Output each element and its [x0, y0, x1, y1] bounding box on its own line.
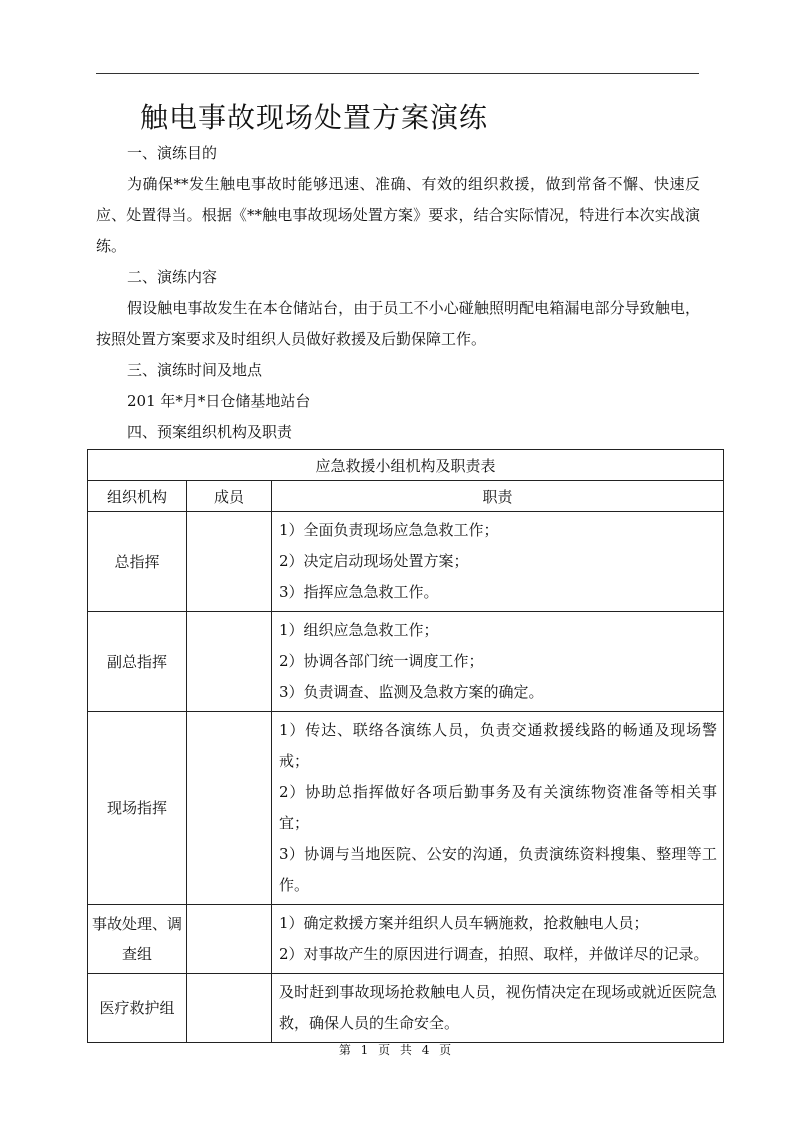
- header-org: 组织机构: [88, 481, 187, 512]
- duty-cell: [272, 712, 724, 905]
- section-paragraph-content: 假设触电事故发生在本仓储站台，由于员工不小心碰触照明配电箱漏电部分导致触电，按照处置方案要求及时组织人员做好救援及后勤保障工作。: [96, 299, 700, 348]
- duty-line: 1）确定救援方案并组织人员车辆施救，抢救触电人员；: [279, 914, 649, 932]
- header-rule: [96, 73, 699, 74]
- document-body: [96, 138, 700, 448]
- duty-line: 3）负责调查、监测及急救方案的确定。: [279, 683, 544, 701]
- duty-line: 2）决定启动现场处置方案；: [279, 552, 469, 570]
- member-cell: [187, 905, 272, 974]
- duty-line: 及时赶到事故现场抢救触电人员，视伤情决定在现场或就近医院急救，确保人员的生命安全。: [279, 983, 718, 1032]
- duty-cell: [272, 974, 724, 1043]
- section-heading-content: 二、演练内容: [127, 268, 218, 286]
- page-footer: 第 1 页 共 4 页: [338, 1043, 455, 1057]
- org-cell: 事故处理、调查组: [88, 905, 187, 974]
- duty-line: 2）协调各部门统一调度工作；: [279, 652, 484, 670]
- org-cell: 现场指挥: [88, 712, 187, 905]
- duty-cell: [272, 905, 724, 974]
- table-row: [88, 712, 724, 905]
- header-duties: 职责: [272, 481, 724, 512]
- table-caption: 应急救援小组机构及职责表: [88, 450, 724, 481]
- duty-line: 2）对事故产生的原因进行调查，拍照、取样，并做详尽的记录。: [279, 945, 709, 963]
- duty-line: 3）协调与当地医院、公安的沟通，负责演练资料搜集、整理等工作。: [279, 845, 718, 894]
- table-row: [88, 512, 724, 612]
- duty-line: 1）组织应急急救工作；: [279, 621, 439, 639]
- member-cell: [187, 712, 272, 905]
- duty-line: 3）指挥应急急救工作。: [279, 583, 439, 601]
- member-cell: [187, 612, 272, 712]
- section-heading-organization: 四、预案组织机构及职责: [127, 423, 293, 441]
- table-row: [88, 612, 724, 712]
- member-cell: [187, 974, 272, 1043]
- org-cell: 副总指挥: [88, 612, 187, 712]
- member-cell: [187, 512, 272, 612]
- table-row: [88, 974, 724, 1043]
- org-cell: 总指挥: [88, 512, 187, 612]
- responsibility-table: [87, 449, 724, 1043]
- section-heading-purpose: 一、演练目的: [127, 144, 218, 162]
- duty-line: 2）协助总指挥做好各项后勤事务及有关演练物资准备等相关事宜；: [279, 783, 718, 832]
- section-paragraph-purpose: 为确保**发生触电事故时能够迅速、准确、有效的组织救援，做到常备不懈、快速反应、处置得当。根据《**触电事故现场处置方案》要求，结合实际情况，特进行本次实战演练。: [96, 175, 700, 255]
- document-title: 触电事故现场处置方案演练: [140, 101, 489, 134]
- org-cell: 医疗救护组: [88, 974, 187, 1043]
- duty-cell: [272, 612, 724, 712]
- section-line-time-place: 201 年*月*日仓储基地站台: [127, 392, 311, 410]
- duty-line: 1）全面负责现场应急急救工作；: [279, 521, 499, 539]
- header-member: 成员: [187, 481, 272, 512]
- duty-line: 1）传达、联络各演练人员，负责交通救援线路的畅通及现场警戒；: [279, 721, 718, 770]
- table-row: [88, 905, 724, 974]
- duty-cell: [272, 512, 724, 612]
- section-heading-time-place: 三、演练时间及地点: [127, 361, 263, 379]
